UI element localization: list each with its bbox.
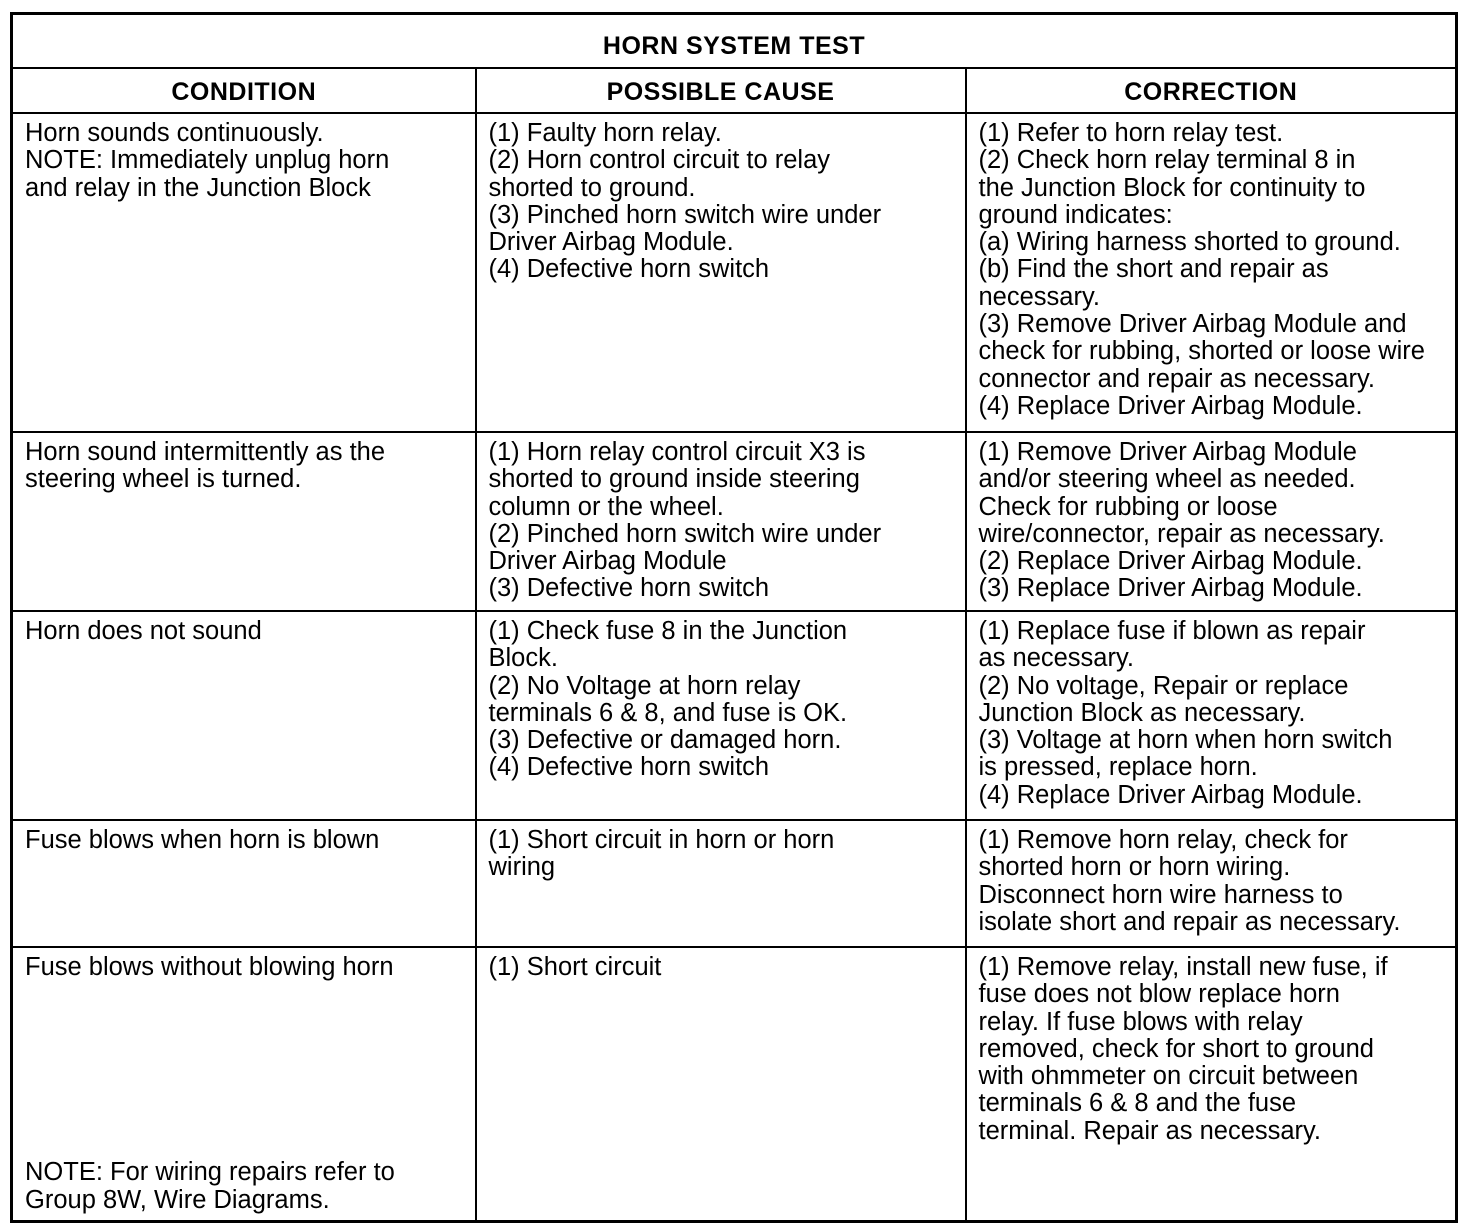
text-line: Driver Airbag Module. <box>488 228 734 257</box>
text-line: (4) Replace Driver Airbag Module. <box>978 391 1363 420</box>
text-line: Horn does not sound <box>25 617 262 645</box>
horn-system-test-table <box>10 12 1458 1223</box>
text-line: (1) Remove Driver Airbag Module <box>978 438 1357 466</box>
header-correction: CORRECTION <box>966 68 1457 113</box>
text-line: is pressed, replace horn. <box>978 753 1258 782</box>
text-line: shorted to ground inside steering <box>488 465 860 494</box>
text-line: Block. <box>488 644 558 673</box>
text-line: with ohmmeter on circuit between <box>978 1062 1359 1091</box>
text-line: Fuse blows without blowing horn <box>25 953 394 981</box>
text-line: steering wheel is turned. <box>25 465 302 494</box>
text-line: (4) Replace Driver Airbag Module. <box>978 780 1363 809</box>
text-line: Driver Airbag Module <box>488 547 727 576</box>
text-line: Junction Block as necessary. <box>978 698 1306 727</box>
text-line: (3) Pinched horn switch wire under <box>488 200 882 229</box>
text-line: (2) No Voltage at horn relay <box>488 671 801 700</box>
text-line: check for rubbing, shorted or loose wire <box>978 337 1425 366</box>
table-row <box>12 611 1457 820</box>
text-line: Group 8W, Wire Diagrams. <box>25 1185 330 1214</box>
text-line: (2) Check horn relay terminal 8 in <box>978 146 1356 175</box>
text-line: Check for rubbing or loose <box>978 492 1278 521</box>
text-line: (3) Defective or damaged horn. <box>488 726 842 755</box>
header-possible-cause: POSSIBLE CAUSE <box>476 68 966 113</box>
correction-cell <box>966 432 1457 611</box>
table-title: HORN SYSTEM TEST <box>12 14 1457 69</box>
text-line: (2) Replace Driver Airbag Module. <box>978 547 1363 576</box>
text-line: necessary. <box>978 282 1100 311</box>
condition-cell <box>12 611 476 820</box>
text-line: (2) Pinched horn switch wire under <box>488 519 882 548</box>
condition-cell <box>12 432 476 611</box>
text-line: (1) Remove relay, install new fuse, if <box>978 953 1388 981</box>
condition-cell <box>12 113 476 432</box>
text-line: Horn sounds continuously. <box>25 119 324 147</box>
text-line: (2) No voltage, Repair or replace <box>978 671 1349 700</box>
text-line: (b) Find the short and repair as <box>978 255 1329 284</box>
possible-cause-cell <box>476 947 966 1222</box>
table-row <box>12 820 1457 947</box>
text-line: (1) Short circuit in horn or horn <box>488 826 835 854</box>
text-line: wire/connector, repair as necessary. <box>978 519 1385 548</box>
correction-cell <box>966 820 1457 947</box>
text-line: wiring <box>488 853 556 882</box>
text-line: (1) Short circuit <box>488 953 662 981</box>
horn-system-test-page <box>10 12 1455 1223</box>
text-line: shorted horn or horn wiring. <box>978 853 1291 882</box>
text-line: Horn sound intermittently as the <box>25 438 386 466</box>
correction-cell <box>966 611 1457 820</box>
table-row <box>12 947 1457 1222</box>
text-line: as necessary. <box>978 644 1134 673</box>
text-line: and relay in the Junction Block <box>25 173 371 202</box>
text-line: NOTE: Immediately unplug horn <box>25 146 390 175</box>
text-line: ground indicates: <box>978 200 1173 229</box>
text-line: (3) Replace Driver Airbag Module. <box>978 574 1363 603</box>
possible-cause-cell <box>476 113 966 432</box>
text-line: relay. If fuse blows with relay <box>978 1007 1303 1036</box>
text-line: (1) Replace fuse if blown as repair <box>978 617 1366 645</box>
text-line: (2) Horn control circuit to relay <box>488 146 831 175</box>
text-line: (4) Defective horn switch <box>488 753 770 782</box>
possible-cause-cell <box>476 820 966 947</box>
text-line: (1) Faulty horn relay. <box>488 119 722 147</box>
text-line: and/or steering wheel as needed. <box>978 465 1356 494</box>
possible-cause-cell <box>476 432 966 611</box>
condition-cell <box>12 947 476 1222</box>
correction-cell <box>966 113 1457 432</box>
table-row <box>12 432 1457 611</box>
text-line: terminal. Repair as necessary. <box>978 1116 1321 1145</box>
text-line: (a) Wiring harness shorted to ground. <box>978 228 1401 257</box>
text-line: (3) Voltage at horn when horn switch <box>978 726 1393 755</box>
text-line: (3) Remove Driver Airbag Module and <box>978 310 1407 339</box>
text-line: (1) Refer to horn relay test. <box>978 119 1284 147</box>
text-line: (1) Remove horn relay, check for <box>978 826 1348 854</box>
possible-cause-cell <box>476 611 966 820</box>
text-line: shorted to ground. <box>488 173 696 202</box>
text-line: (3) Defective horn switch <box>488 574 770 603</box>
text-line: connector and repair as necessary. <box>978 364 1375 393</box>
wiring-note <box>25 1159 395 1214</box>
text-line: (1) Horn relay control circuit X3 is <box>488 438 866 466</box>
table-row <box>12 113 1457 432</box>
text-line: NOTE: For wiring repairs refer to <box>25 1158 395 1187</box>
text-line: column or the wheel. <box>488 492 724 521</box>
text-line: Fuse blows when horn is blown <box>25 826 380 854</box>
text-line: Disconnect horn wire harness to <box>978 880 1343 909</box>
text-line: fuse does not blow replace horn <box>978 980 1340 1009</box>
header-condition: CONDITION <box>12 68 476 113</box>
text-line: removed, check for short to ground <box>978 1034 1374 1063</box>
correction-cell <box>966 947 1457 1222</box>
text-line: (1) Check fuse 8 in the Junction <box>488 617 848 645</box>
text-line: terminals 6 & 8, and fuse is OK. <box>488 698 848 727</box>
text-line: the Junction Block for continuity to <box>978 173 1366 202</box>
text-line: isolate short and repair as necessary. <box>978 907 1401 936</box>
text-line: terminals 6 & 8 and the fuse <box>978 1089 1297 1118</box>
condition-cell <box>12 820 476 947</box>
text-line: (4) Defective horn switch <box>488 255 770 284</box>
